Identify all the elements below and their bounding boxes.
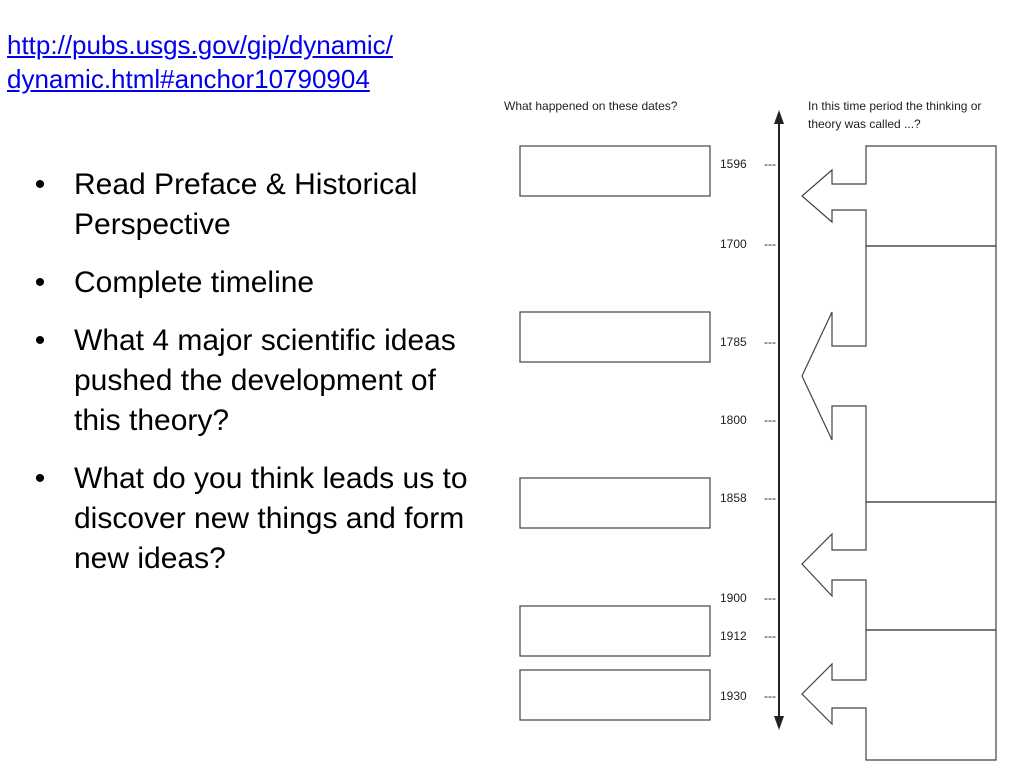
year-label: 1912 xyxy=(720,629,747,643)
tick-dash: --- xyxy=(764,629,776,643)
timeline-worksheet xyxy=(498,90,1024,768)
tick-dash: --- xyxy=(764,491,776,505)
left-column-header: What happened on these dates? xyxy=(504,99,678,113)
answer-box-1858[interactable] xyxy=(520,478,710,528)
tick-dash: --- xyxy=(764,335,776,349)
year-label: 1900 xyxy=(720,591,747,605)
bullet-complete-timeline xyxy=(30,263,480,303)
bullet-dot-icon: • xyxy=(34,324,46,357)
year-label: 1596 xyxy=(720,157,747,171)
tick-dash: --- xyxy=(764,591,776,605)
year-label: 1700 xyxy=(720,237,747,251)
usgs-link-line1[interactable]: http://pubs.usgs.gov/gip/dynamic/ xyxy=(7,30,393,60)
year-label: 1930 xyxy=(720,689,747,703)
answer-box-1596[interactable] xyxy=(520,146,710,196)
bullet-text: What do you think leads us to discover new things and form new ideas? xyxy=(74,462,468,575)
tick-dash: --- xyxy=(764,689,776,703)
bullet-dot-icon: • xyxy=(34,462,46,495)
answer-box-1930[interactable] xyxy=(520,670,710,720)
answer-box-1912[interactable] xyxy=(520,606,710,656)
bullet-major-ideas xyxy=(30,321,480,441)
year-label: 1800 xyxy=(720,413,747,427)
tick-dash: --- xyxy=(764,413,776,427)
bullet-text: Read Preface & Historical Perspective xyxy=(74,168,418,241)
bullet-text: What 4 major scientific ideas pushed the development of this theory? xyxy=(74,324,456,437)
bullet-dot-icon: • xyxy=(34,266,46,299)
axis-down-arrow-icon xyxy=(774,716,784,730)
year-labels xyxy=(720,157,776,703)
bullet-read-preface xyxy=(30,165,480,245)
period-arrow-3[interactable] xyxy=(802,502,996,630)
right-column-header-line2: theory was called ...? xyxy=(808,117,921,131)
bullet-dot-icon: • xyxy=(34,168,46,201)
period-arrow-1[interactable] xyxy=(802,146,996,246)
period-arrow-4[interactable] xyxy=(802,630,996,760)
tick-dash: --- xyxy=(764,157,776,171)
year-label: 1858 xyxy=(720,491,747,505)
right-column-header-line1: In this time period the thinking or xyxy=(808,99,982,113)
period-arrow-2[interactable] xyxy=(802,246,996,502)
usgs-link[interactable] xyxy=(7,28,502,96)
instruction-list xyxy=(30,165,480,597)
period-answer-shapes xyxy=(802,146,996,760)
bullet-discover-new-things xyxy=(30,459,480,579)
answer-box-1785[interactable] xyxy=(520,312,710,362)
usgs-link-line2[interactable]: dynamic.html#anchor10790904 xyxy=(7,64,370,94)
timeline-diagram xyxy=(498,90,1024,768)
axis-up-arrow-icon xyxy=(774,110,784,124)
bullet-text: Complete timeline xyxy=(74,266,315,299)
year-label: 1785 xyxy=(720,335,747,349)
tick-dash: --- xyxy=(764,237,776,251)
